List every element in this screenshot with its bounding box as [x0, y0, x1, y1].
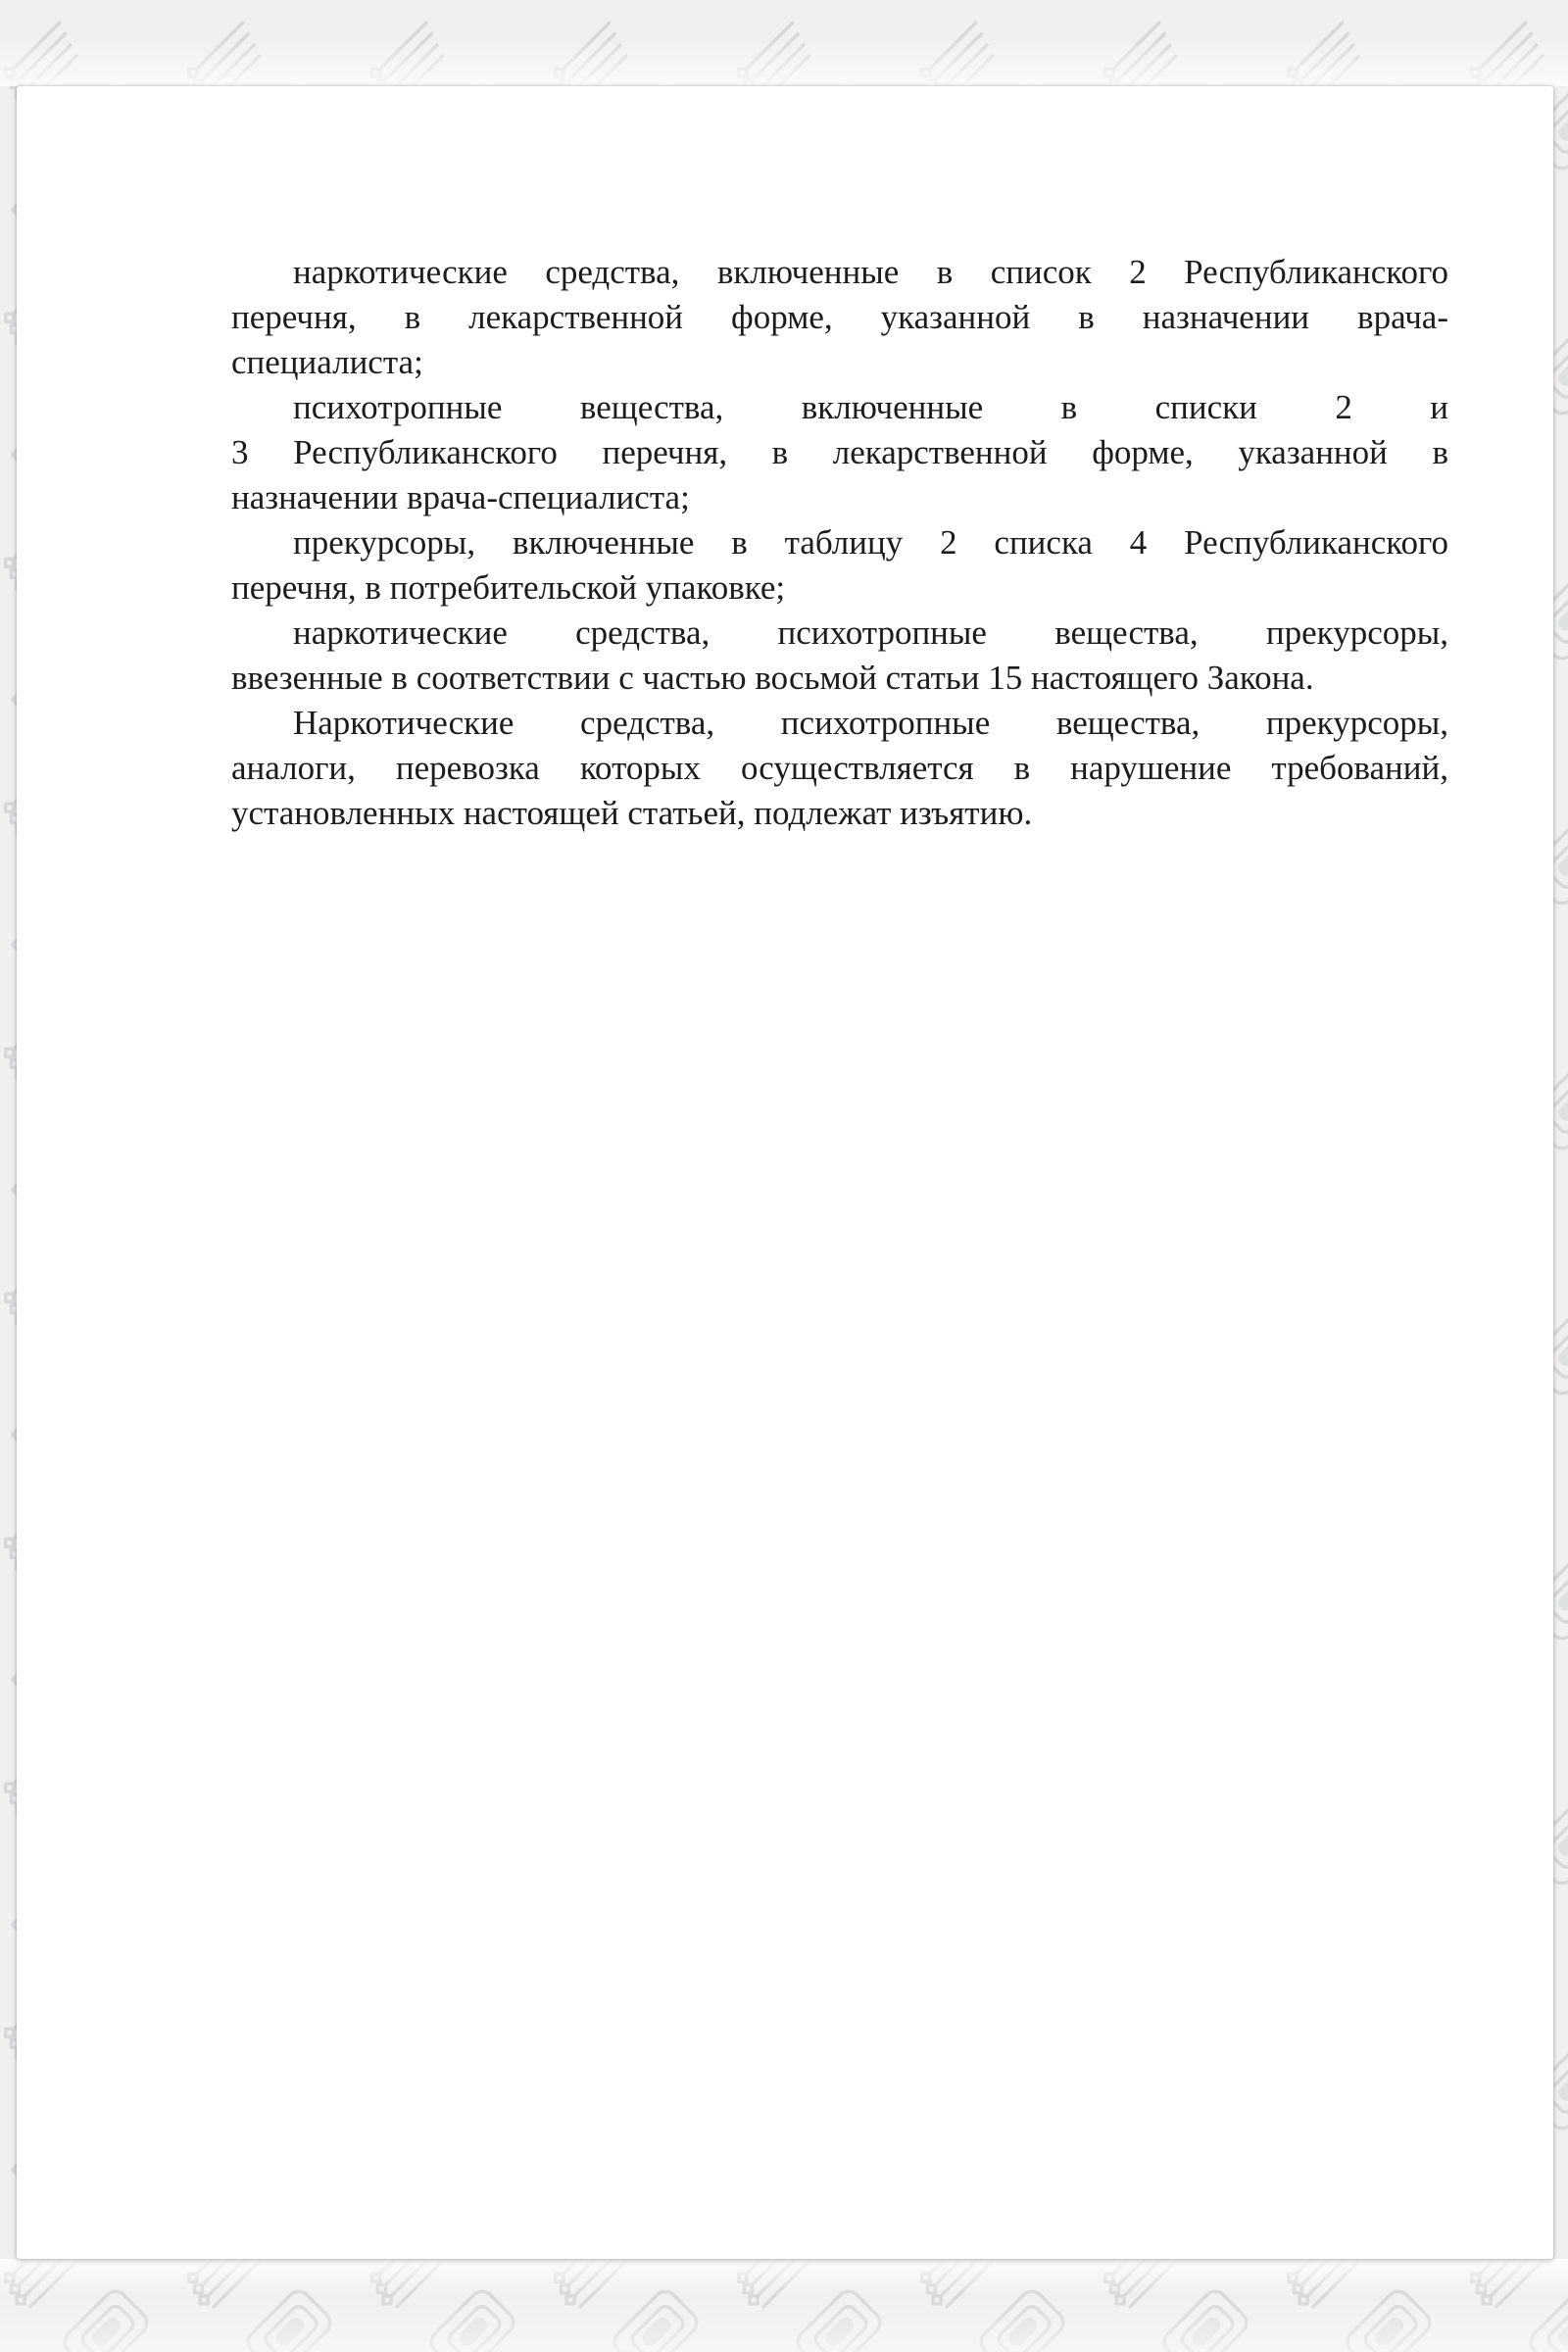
paragraph	[231, 701, 1448, 836]
text-line: назначении врача-специалиста;	[231, 478, 690, 516]
text-line: аналоги, перевозка которых осуществляется в нарушение требований,	[231, 749, 1448, 787]
text-line: прекурсоры, включенные в таблицу 2 списка 4 Республиканского	[293, 523, 1448, 562]
text-line: наркотические средства, психотропные вещества, прекурсоры,	[293, 613, 1448, 652]
text-line: 3 Республиканского перечня, в лекарственной форме, указанной в	[231, 433, 1448, 471]
text-line: специалиста;	[231, 343, 423, 381]
document-page	[17, 86, 1553, 2259]
text-line: ввезенные в соответствии с частью восьмой статьи 15 настоящего Закона.	[231, 659, 1314, 697]
text-line: психотропные вещества, включенные в списки 2 и	[293, 388, 1448, 426]
text-line: Наркотические средства, психотропные вещества, прекурсоры,	[293, 704, 1448, 742]
text-line: перечня, в потребительской упаковке;	[231, 568, 786, 607]
document-text-block	[17, 86, 1553, 836]
text-line: перечня, в лекарственной форме, указанной в назначении врача-	[231, 298, 1448, 336]
paragraph	[231, 520, 1448, 611]
paragraph	[231, 385, 1448, 520]
paragraph	[231, 611, 1448, 701]
text-line: наркотические средства, включенные в список 2 Республиканского	[293, 253, 1448, 291]
paragraph	[231, 250, 1448, 385]
text-line: установленных настоящей статьей, подлежат изъятию.	[231, 794, 1033, 832]
